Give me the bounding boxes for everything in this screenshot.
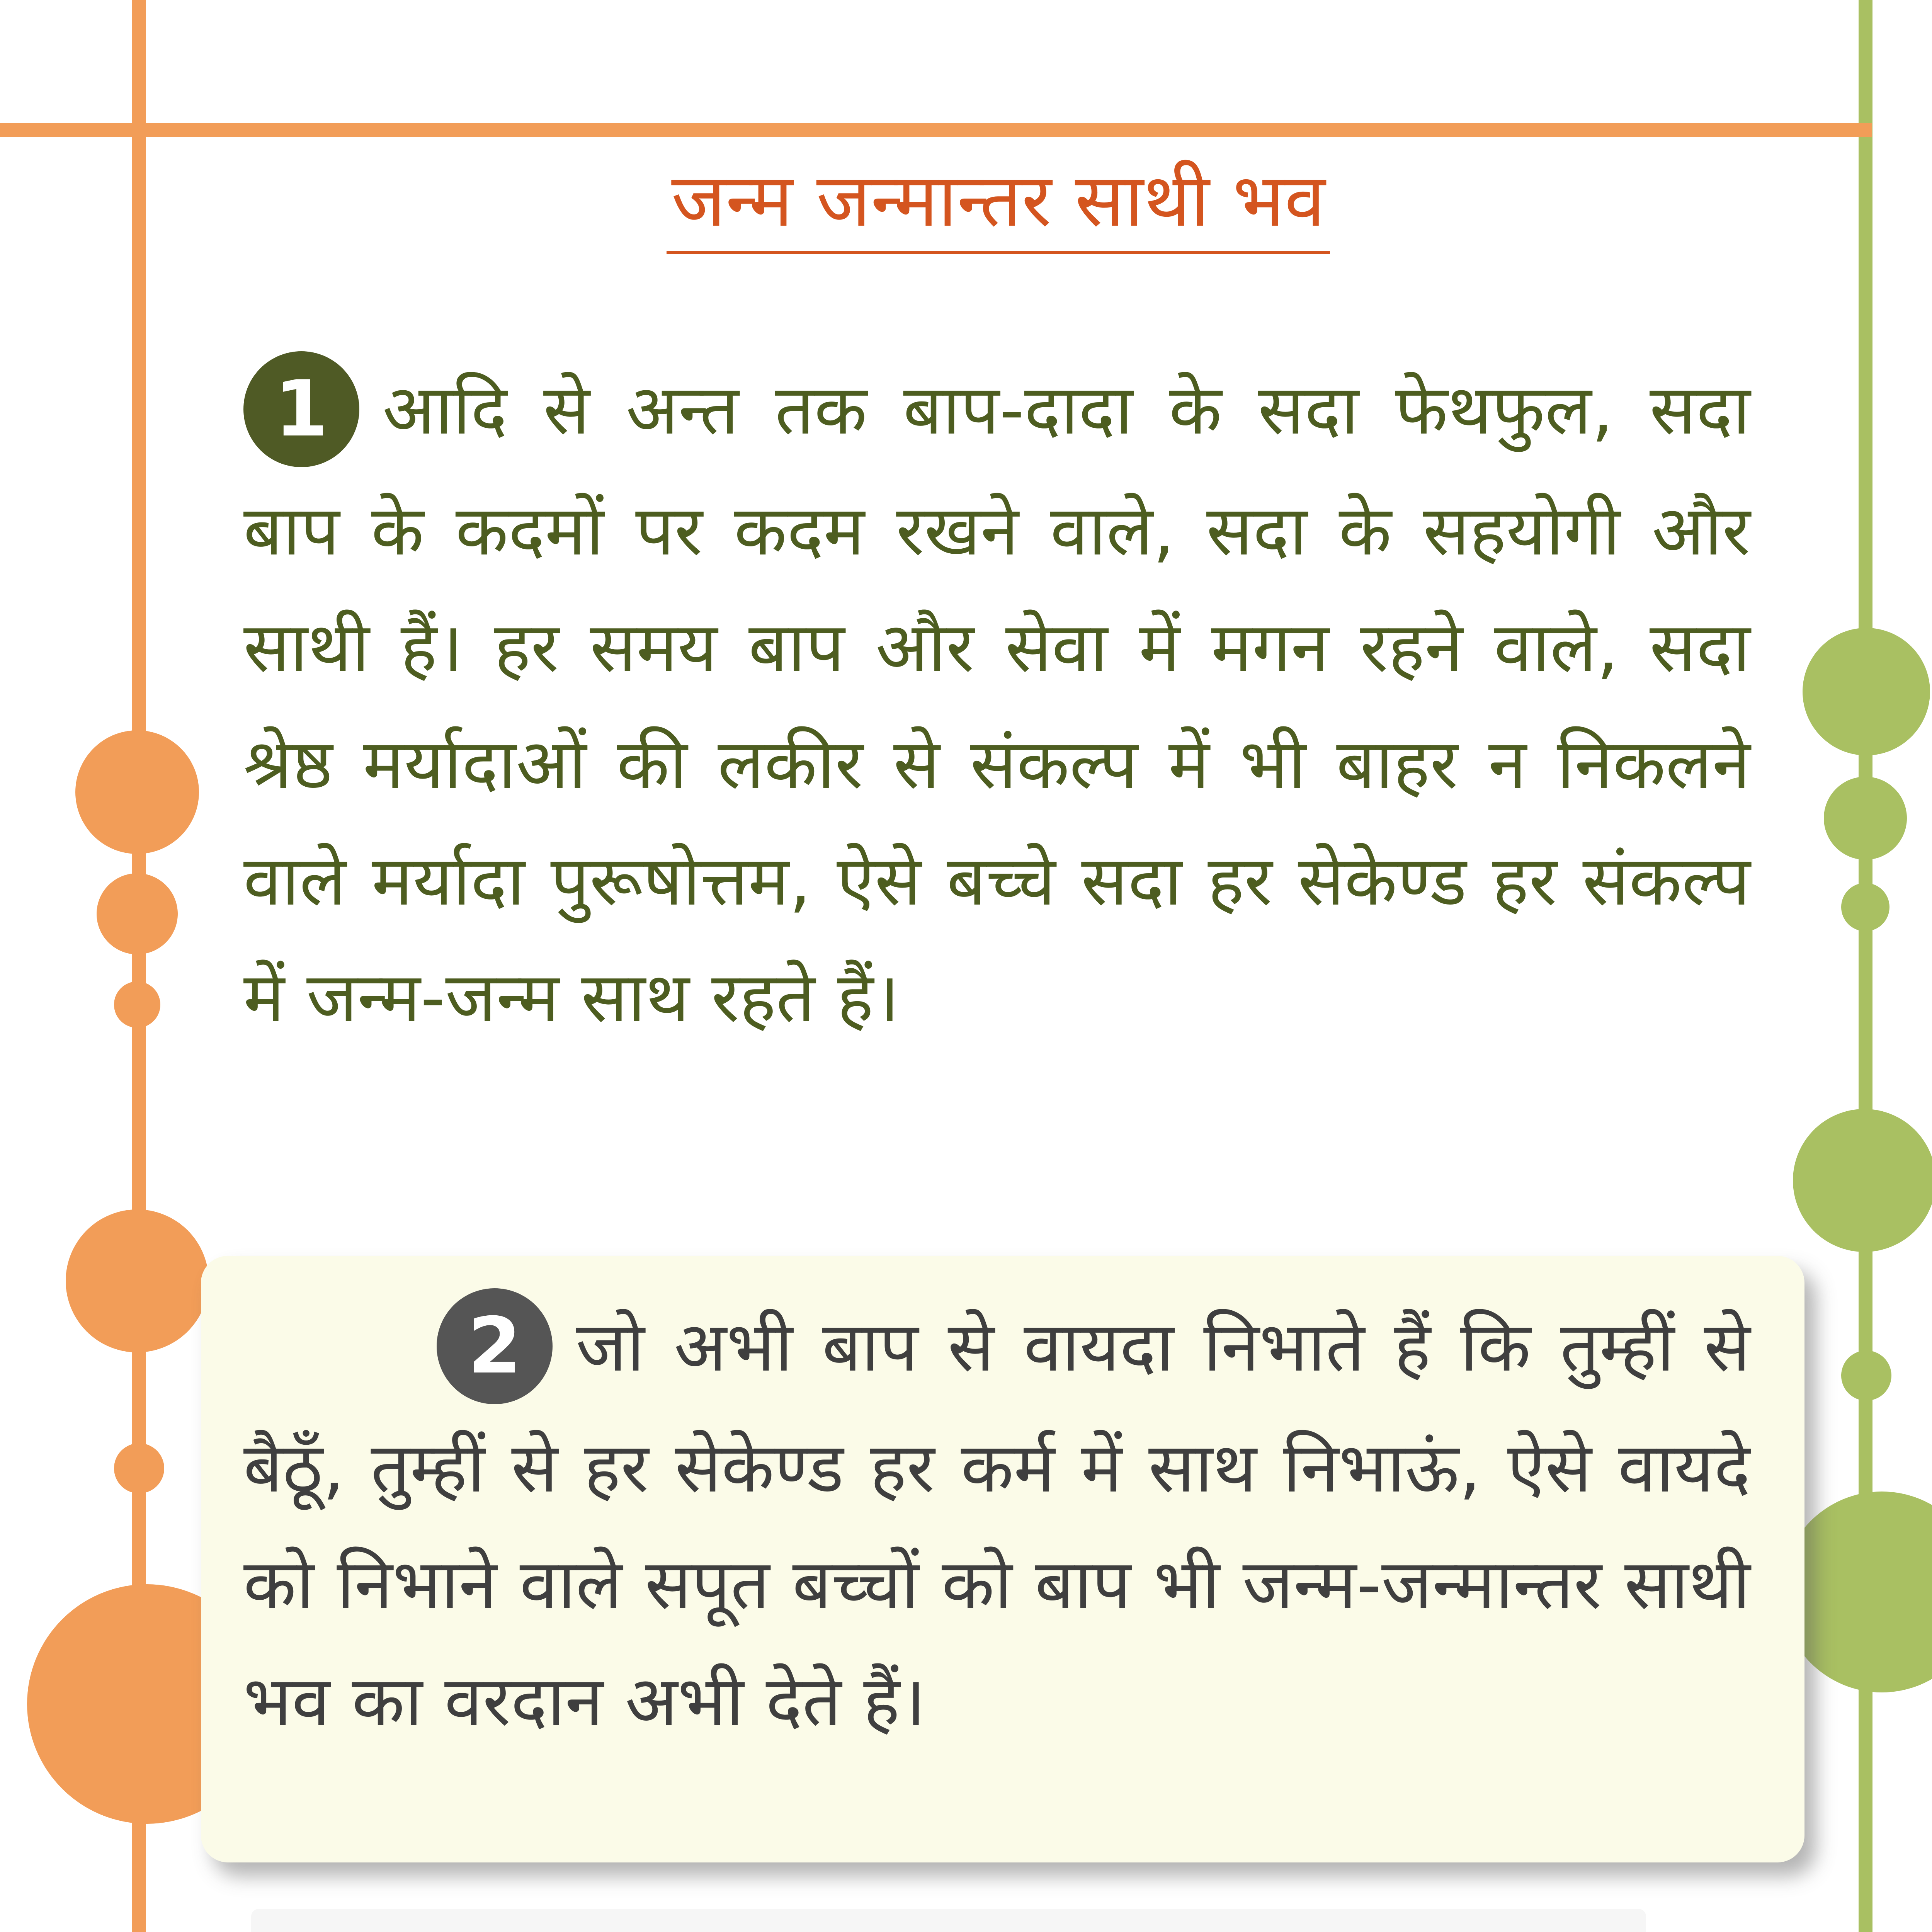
point-2-number-badge: 2	[437, 1288, 553, 1404]
decor-circle	[1803, 628, 1930, 755]
decor-circle	[75, 730, 199, 854]
decor-circle	[1841, 1350, 1891, 1401]
point-1-number-badge: 1	[243, 351, 359, 467]
decor-circle	[114, 981, 160, 1028]
point-1-text: आदि से अन्त तक बाप-दादा के सदा फेथफुल, सदा बाप के कदमों पर कदम रखने वाले, सदा के सहयोगी और साथी हैं। हर समय बाप और सेवा में मगन रहने वाले, सदा श्रेष्ठ मर्यादाओं की लकीर से संकल्प में भी बाहर न निकलने वाले मर्यादा पुरूषोत्तम, ऐसे बच्चे सदा हर सेकेण्ड हर संकल्प में जन्म-जन्म साथ रहते हैं।	[243, 370, 1750, 1038]
decor-circle	[1793, 1109, 1932, 1252]
decor-circle	[1841, 883, 1889, 931]
point-2-paragraph	[243, 1289, 1750, 1760]
decor-circle	[1824, 777, 1907, 860]
point-1-paragraph	[243, 352, 1750, 1056]
page-title: जन्म जन्मान्तर साथी भव	[0, 156, 1932, 254]
decor-circle	[97, 873, 178, 954]
border-top-line	[0, 123, 1872, 137]
decor-circle	[114, 1443, 164, 1493]
point-2-text: जो अभी बाप से वायदा निभाते हैं कि तुम्हीं से बैठूँ, तुम्हीं से हर सेकेण्ड हर कर्म में साथ निभाऊं, ऐसे वायदे को निभाने वाले सपूत बच्चों को बाप भी जन्म-जन्मान्तर साथी भव का वरदान अभी देते हैं।	[243, 1307, 1750, 1742]
faded-background-text	[251, 1909, 1719, 1932]
decor-circle	[66, 1209, 209, 1352]
